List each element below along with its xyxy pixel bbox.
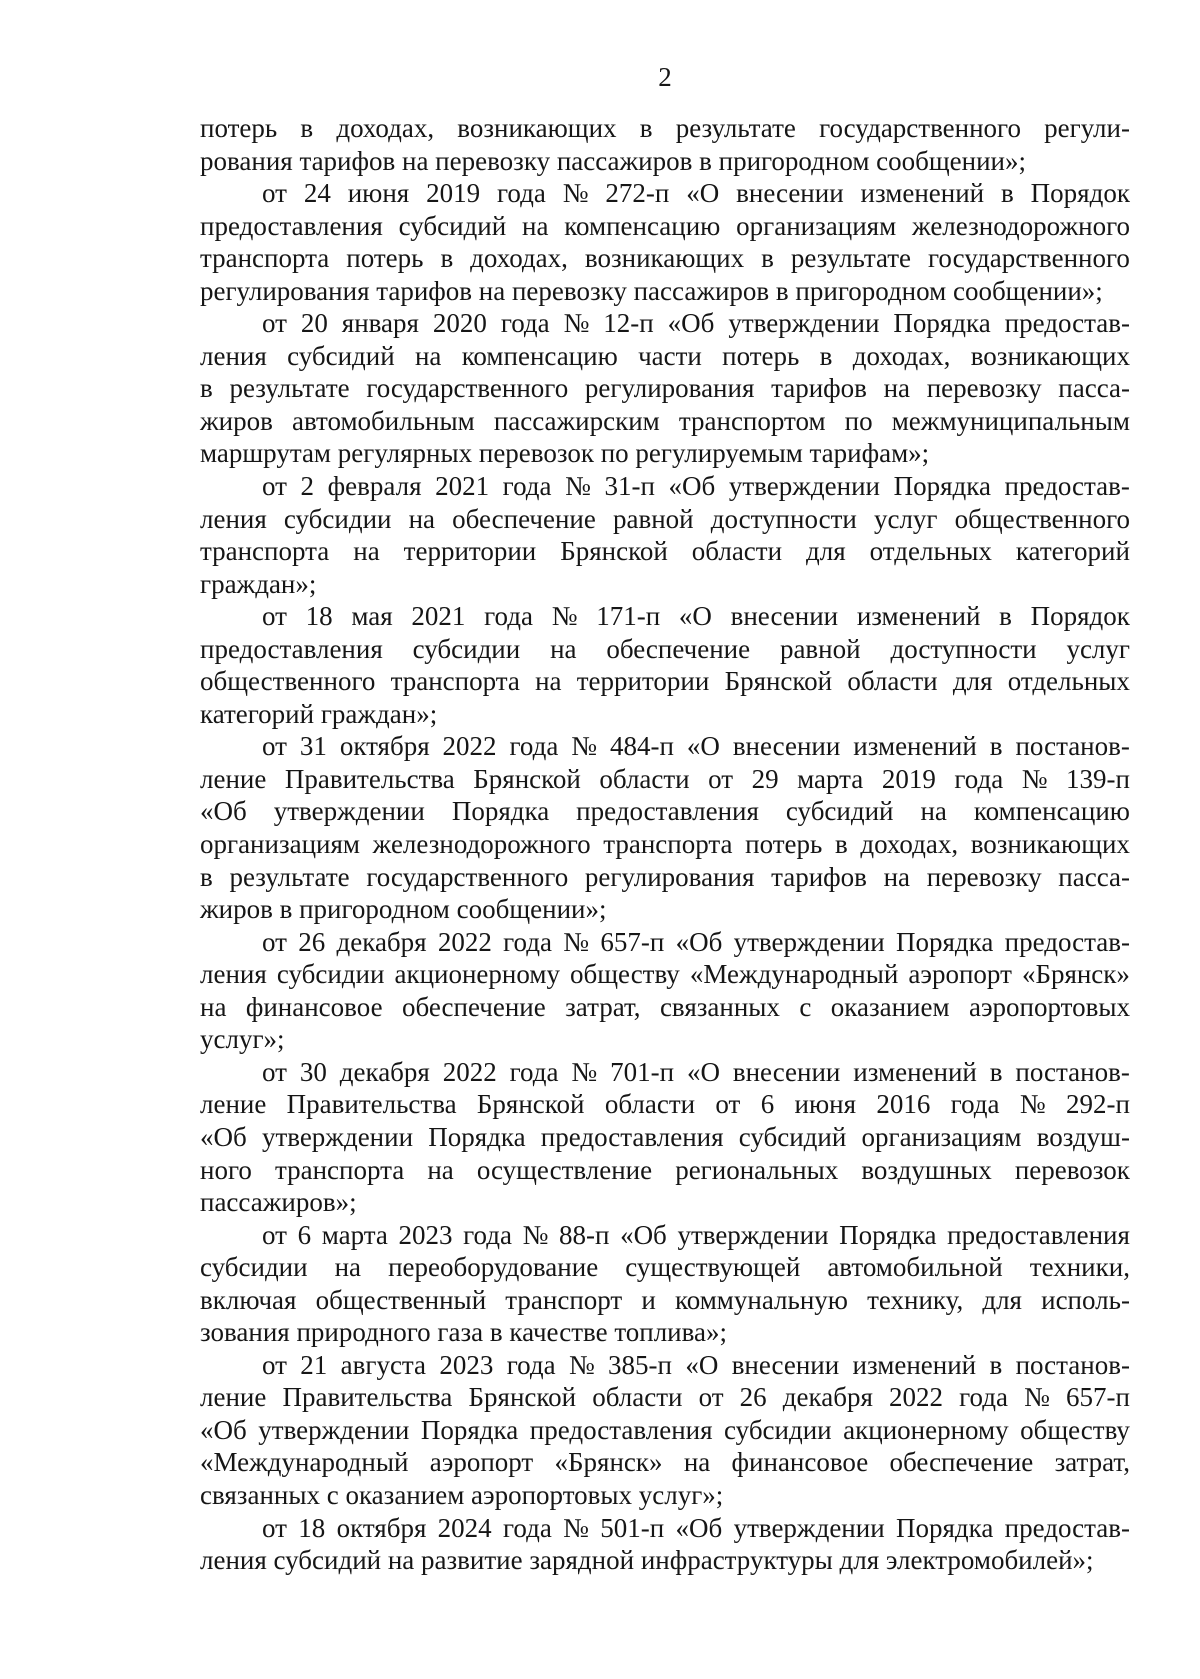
paragraph (200, 470, 1130, 600)
text-line: от 30 декабря 2022 года № 701-п «О внесении изменений в постанов- (262, 1056, 1130, 1087)
paragraph (200, 307, 1130, 470)
paragraph (200, 600, 1130, 730)
text-line: в результате государственного регулирования тарифов на перевозку пасса- (200, 373, 1130, 404)
text-line: ления субсидий на компенсацию части потерь в доходах, возникающих (200, 340, 1130, 371)
text-line: от 18 октября 2024 года № 501-п «Об утверждении Порядка предостав- (262, 1512, 1130, 1543)
text-line: маршрутам регулярных перевозок по регулируемым тарифам»; (200, 438, 930, 469)
text-line: от 6 марта 2023 года № 88-п «Об утверждении Порядка предоставления (262, 1219, 1130, 1250)
text-line: услуг»; (200, 1024, 285, 1055)
text-line: от 26 декабря 2022 года № 657-п «Об утверждении Порядка предостав- (262, 926, 1130, 957)
text-line: субсидии на переоборудование существующей автомобильной техники, (200, 1252, 1130, 1283)
text-line: ления субсидии акционерному обществу «Международный аэропорт «Брянск» (200, 959, 1130, 990)
page-number: 2 (658, 62, 672, 92)
paragraph (200, 730, 1130, 925)
text-line: зования природного газа в качестве топлива»; (200, 1317, 728, 1348)
paragraph (200, 926, 1130, 1056)
paragraph (200, 1512, 1130, 1577)
text-line: ление Правительства Брянской области от 6 июня 2016 года № 292-п (200, 1089, 1130, 1120)
text-line: регулирования тарифов на перевозку пассажиров в пригородном сообщении»; (200, 275, 1103, 306)
text-line: от 2 февраля 2021 года № 31-п «Об утверждении Порядка предостав- (262, 471, 1130, 502)
text-line: транспорта потерь в доходах, возникающих в результате государственного (200, 243, 1130, 274)
text-line: «Об утверждении Порядка предоставления субсидий на компенсацию (200, 796, 1130, 827)
text-line: «Международный аэропорт «Брянск» на финансовое обеспечение затрат, (200, 1447, 1130, 1478)
paragraph (200, 1349, 1130, 1512)
text-line: ление Правительства Брянской области от 26 декабря 2022 года № 657-п (200, 1382, 1130, 1413)
text-line: от 18 мая 2021 года № 171-п «О внесении изменений в Порядок (262, 601, 1130, 632)
paragraph (200, 112, 1130, 177)
text-line: «Об утверждении Порядка предоставления субсидии акционерному обществу (200, 1414, 1130, 1445)
text-line: категорий граждан»; (200, 698, 438, 729)
text-line: связанных с оказанием аэропортовых услуг»; (200, 1479, 724, 1510)
text-line: транспорта на территории Брянской области для отдельных категорий (200, 536, 1130, 567)
text-line: пассажиров»; (200, 1187, 357, 1218)
text-line: ления субсидий на развитие зарядной инфраструктуры для электромобилей»; (200, 1545, 1094, 1576)
text-line: организациям железнодорожного транспорта потерь в доходах, возникающих (200, 829, 1130, 860)
paragraph (200, 177, 1130, 307)
text-line: «Об утверждении Порядка предоставления субсидий организациям воздуш- (200, 1121, 1130, 1152)
text-line: на финансовое обеспечение затрат, связанных с оказанием аэропортовых (200, 991, 1130, 1022)
text-line: ного транспорта на осуществление региональных воздушных перевозок (200, 1154, 1130, 1185)
paragraph (200, 1056, 1130, 1219)
text-line: от 31 октября 2022 года № 484-п «О внесении изменений в постанов- (262, 731, 1130, 762)
text-line: ление Правительства Брянской области от 29 марта 2019 года № 139-п (200, 763, 1130, 794)
text-line: включая общественный транспорт и коммунальную технику, для исполь- (200, 1284, 1130, 1315)
text-line: жиров в пригородном сообщении»; (200, 894, 607, 925)
paragraph (200, 1219, 1130, 1349)
text-line: от 20 января 2020 года № 12-п «Об утверждении Порядка предостав- (262, 308, 1130, 339)
text-line: от 21 августа 2023 года № 385-п «О внесении изменений в постанов- (262, 1349, 1130, 1380)
text-line: жиров автомобильным пассажирским транспортом по межмуниципальным (200, 405, 1130, 436)
text-line: общественного транспорта на территории Брянской области для отдельных (200, 666, 1130, 697)
text-line: предоставления субсидий на компенсацию организациям железнодорожного (200, 210, 1130, 241)
text-line: граждан»; (200, 568, 317, 599)
text-line: потерь в доходах, возникающих в результате государственного регули- (200, 113, 1130, 143)
text-line: от 24 июня 2019 года № 272-п «О внесении изменений в Порядок (262, 178, 1130, 209)
text-line: рования тарифов на перевозку пассажиров в пригородном сообщении»; (200, 145, 1027, 176)
text-line: предоставления субсидии на обеспечение равной доступности услуг (200, 633, 1130, 664)
text-line: ления субсидии на обеспечение равной доступности услуг общественного (200, 503, 1130, 534)
text-line: в результате государственного регулирования тарифов на перевозку пасса- (200, 861, 1130, 892)
document-body (200, 112, 1130, 1577)
